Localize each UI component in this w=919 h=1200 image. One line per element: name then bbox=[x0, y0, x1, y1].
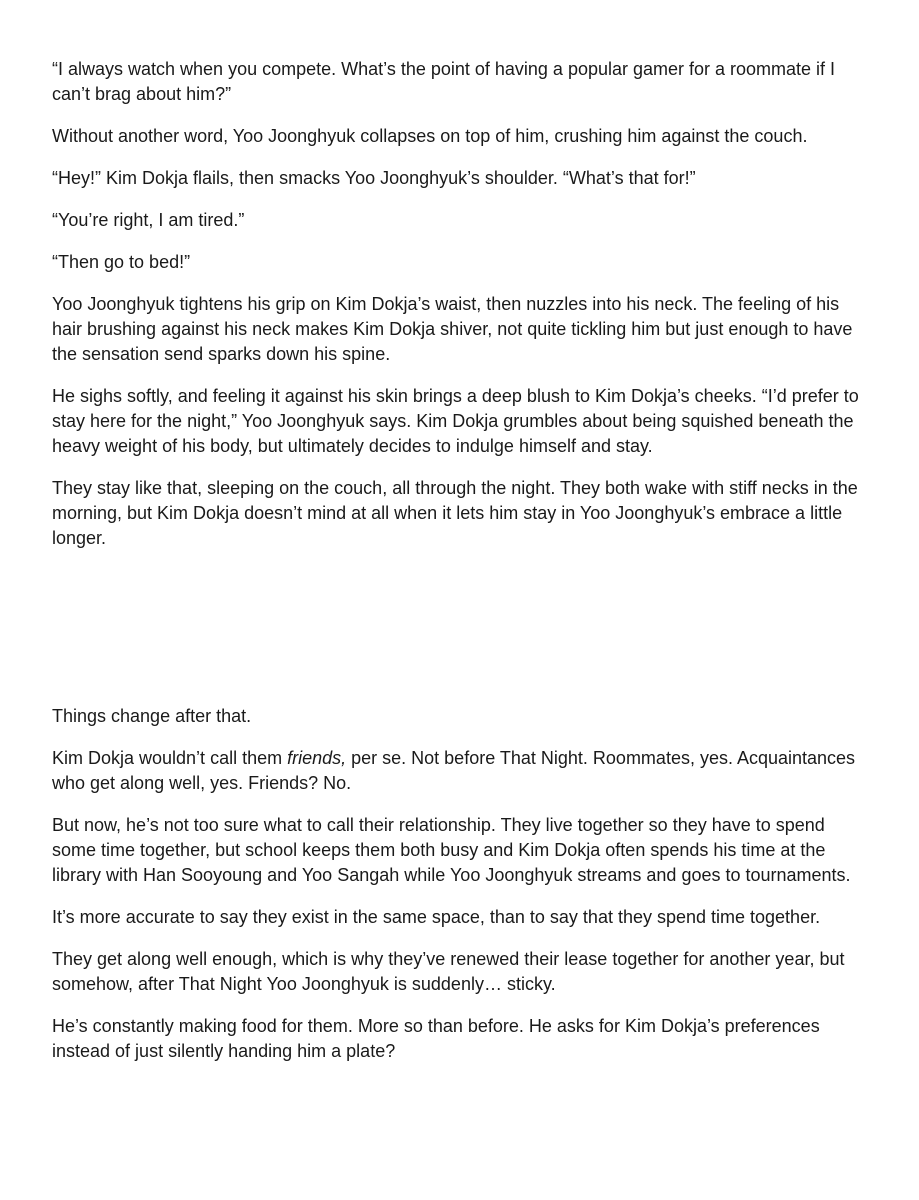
paragraph: Things change after that. bbox=[52, 706, 252, 726]
paragraph: “I always watch when you compete. What’s the point of having a popular gamer for a roommate if I can’t brag about him?” bbox=[52, 59, 836, 104]
paragraph: They get along well enough, which is why they’ve renewed their lease together for another year, but somehow, after That Night Yoo Joonghyuk is suddenly… sticky. bbox=[52, 949, 845, 994]
italic-text: friends, bbox=[287, 748, 347, 768]
paragraph: It’s more accurate to say they exist in the same space, than to say that they spend time together. bbox=[52, 907, 821, 927]
paragraph bbox=[52, 746, 867, 796]
paragraph-text: per se. Not before That Night. Roommates, yes. Acquaintances who get along well, yes. Friends? No. bbox=[52, 748, 856, 793]
paragraph: “Then go to bed!” bbox=[52, 252, 191, 272]
paragraph: They stay like that, sleeping on the couch, all through the night. They both wake with stiff necks in the morning, but Kim Dokja doesn’t mind at all when it lets him stay in Yoo Joonghyuk’s embrace a little longer. bbox=[52, 478, 858, 548]
document-page bbox=[52, 57, 867, 1081]
paragraph: “Hey!” Kim Dokja flails, then smacks Yoo Joonghyuk’s shoulder. “What’s that for!” bbox=[52, 168, 696, 188]
paragraph: Yoo Joonghyuk tightens his grip on Kim Dokja’s waist, then nuzzles into his neck. The feeling of his hair brushing against his neck makes Kim Dokja shiver, not quite tickling him but just enough to have the sensation send sparks down his spine. bbox=[52, 294, 853, 364]
paragraph: He’s constantly making food for them. More so than before. He asks for Kim Dokja’s preferences instead of just silently handing him a plate? bbox=[52, 1016, 820, 1061]
section-break bbox=[52, 568, 867, 704]
paragraph-text: Kim Dokja wouldn’t call them bbox=[52, 748, 288, 768]
paragraph: But now, he’s not too sure what to call their relationship. They live together so they have to spend some time together, but school keeps them both busy and Kim Dokja often spends his time at the library with Han Sooyoung and Yoo Sangah while Yoo Joonghyuk streams and goes to tournaments. bbox=[52, 815, 851, 885]
paragraph: He sighs softly, and feeling it against his skin brings a deep blush to Kim Dokja’s cheeks. “I’d prefer to stay here for the night,” Yoo Joonghyuk says. Kim Dokja grumbles about being squished beneath the heavy weight of his body, but ultimately decides to indulge himself and stay. bbox=[52, 386, 859, 456]
paragraph: “You’re right, I am tired.” bbox=[52, 210, 245, 230]
paragraph: Without another word, Yoo Joonghyuk collapses on top of him, crushing him against the couch. bbox=[52, 126, 808, 146]
